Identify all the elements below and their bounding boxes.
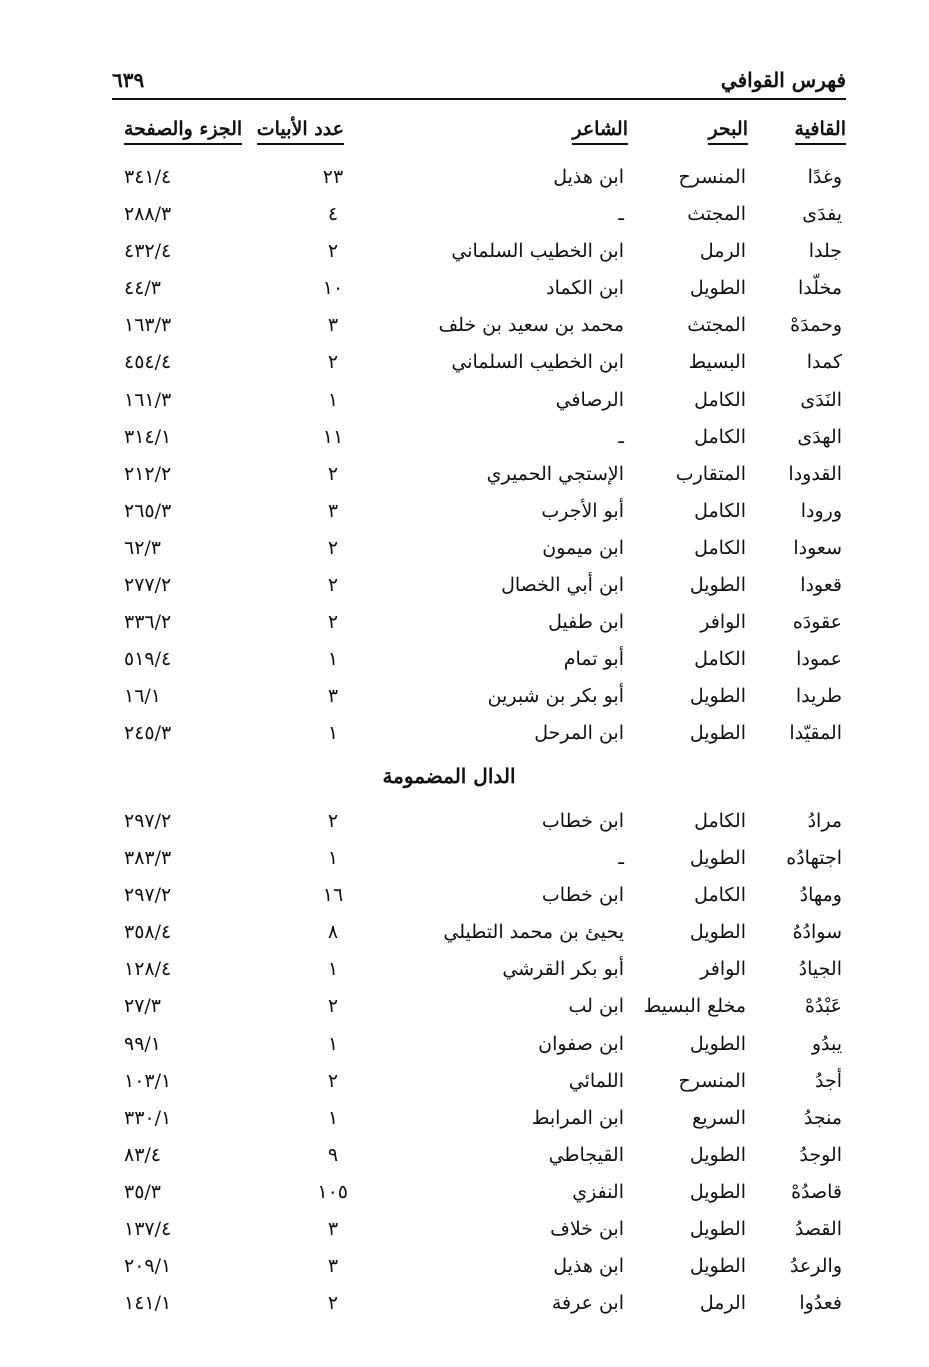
poet-cell: ابن الخطيب السلماني [451,351,624,374]
volume-page-cell: ٣٥٨/٤ [124,921,172,944]
column-header-volume-page: الجزء والصفحة [124,118,242,145]
table-row [112,1288,846,1325]
volume-page-cell: ٢٤٥/٣ [124,722,172,745]
bahr-cell: السريع [692,1106,746,1129]
qafiya-cell: قعودا [800,574,842,597]
table-row [112,1066,846,1103]
volume-page-cell: ٢٩٧/٢ [124,884,172,907]
bahr-cell: الرمل [699,1292,746,1315]
bahr-cell: الوافر [700,611,746,634]
volume-page-cell: ٢٩٧/٢ [124,810,172,832]
qafiya-cell: وغدًا [807,166,842,188]
qafiya-cell: مخلّدا [798,277,842,300]
poet-cell: أبو تمام [563,648,624,671]
poet-cell: ابن هذيل [553,1255,624,1278]
qafiya-cell: عقودَه [792,611,842,634]
bahr-cell: الطويل [689,277,746,300]
table-row [112,917,846,954]
verse-count-cell: ٢ [327,462,339,485]
volume-page-cell: ٣٨٣/٣ [124,847,172,870]
bahr-cell: الكامل [694,425,746,448]
qafiya-cell: والرعدُ [789,1255,842,1278]
bahr-cell: الطويل [689,1032,746,1055]
bahr-cell: البسيط [688,351,746,374]
qafiya-cell: يفدَى [802,203,842,226]
table-row [112,1029,846,1066]
qafiya-cell: القدودا [788,462,842,485]
poet-cell: النفزي [572,1180,624,1203]
volume-page-cell: ٣٣٠/١ [124,1106,172,1129]
poet-cell: ابن المرحل [534,722,624,745]
qafiya-cell: ورودا [800,499,842,522]
poet-cell: ابن ميمون [542,536,624,559]
verse-count-cell: ١ [327,722,339,745]
volume-page-cell: ٨٣/٤ [124,1143,162,1166]
table-row [112,459,846,496]
table-row [112,273,846,310]
running-title: فهرس القوافي [720,68,846,92]
poet-cell: اللمائي [568,1069,624,1092]
qafiya-cell: أجدُ [815,1069,842,1092]
poet-cell: أبو بكر بن شبرين [487,685,624,708]
qafiya-cell: يبدُو [811,1032,842,1055]
qafiya-cell: جلدا [808,240,842,263]
table-row [112,607,846,644]
volume-page-cell: ١٦١/٣ [124,388,172,411]
qafiya-cell: مرادُ [807,810,842,832]
table-row [112,1103,846,1140]
verse-count-cell: ٢ [327,810,339,832]
table-row [112,347,846,384]
table-row [112,236,846,273]
qafiya-cell: النَدَى [800,388,842,411]
poet-cell: ابن عرفة [551,1292,624,1315]
verse-count-cell: ٣ [327,499,339,522]
table-row [112,1251,846,1288]
verse-count-cell: ١ [327,648,339,671]
verse-count-cell: ١٠ [322,277,344,300]
bahr-cell: المتقارب [675,462,746,485]
qafiya-cell: سعودا [793,536,842,559]
table-row [112,718,846,755]
verse-count-cell: ٢ [327,1292,339,1315]
qafiya-cell: وحمدَهْ [790,314,842,337]
verse-count-cell: ١ [327,1032,339,1055]
table-row [112,880,846,917]
qafiya-cell: القصدُ [794,1218,842,1241]
volume-page-cell: ٤٣٢/٤ [124,240,172,263]
poet-cell: ابن صفوان [538,1032,624,1055]
bahr-cell: الطويل [689,1180,746,1203]
table-row [112,310,846,347]
column-header-qafiya: القافية [795,118,846,145]
column-header-verse-count: عدد الأبيات [257,118,344,145]
poet-cell: محمد بن سعيد بن خلف [438,314,624,337]
table-row [112,681,846,718]
volume-page-cell: ١٦٣/٣ [124,314,172,337]
volume-page-cell: ١٣٧/٤ [124,1218,172,1241]
verse-count-cell: ٨ [327,921,339,944]
table-row [112,570,846,607]
volume-page-cell: ١٦/١ [124,685,162,708]
poet-cell: ابن أبي الخصال [501,574,624,597]
table-row [112,422,846,459]
verse-count-cell: ٣ [327,314,339,337]
table-row [112,644,846,681]
column-header-poet: الشاعر [572,118,628,145]
verse-count-cell: ١ [327,847,339,870]
qafiya-cell: سوادُهُ [792,921,842,944]
section-heading-text: الدال المضمومة [382,764,516,788]
poet-cell: ابن الكماد [546,277,624,300]
poet-cell: ـ [618,203,624,226]
qafiya-cell: اجتهادُه [786,847,842,870]
qafiya-cell: الهدَى [797,425,842,448]
bahr-cell: الكامل [694,648,746,671]
poet-cell: القيجاطي [548,1143,624,1166]
volume-page-cell: ١٤١/١ [124,1292,172,1315]
volume-page-cell: ١٠٣/١ [124,1069,172,1092]
poet-cell: ابن الخطيب السلماني [451,240,624,263]
volume-page-cell: ٩٩/١ [124,1032,162,1055]
volume-page-cell: ١٢٨/٤ [124,958,172,981]
verse-count-cell: ٤ [327,203,339,226]
bahr-cell: الطويل [689,847,746,870]
qafiya-cell: الوجدُ [799,1143,842,1166]
qafiya-cell: طريدا [795,685,842,708]
qafiya-cell: الجيادُ [798,958,842,981]
bahr-cell: الكامل [694,536,746,559]
volume-page-cell: ٢٧/٣ [124,995,162,1018]
table-row [112,991,846,1028]
volume-page-cell: ٣٣٦/٢ [124,611,172,634]
verse-count-cell: ٢ [327,574,339,597]
verse-count-cell: ٢ [327,1069,339,1092]
qafiya-cell: ومهادُ [799,884,842,907]
poet-cell: ابن خطاب [541,884,624,907]
volume-page-cell: ٣٥/٣ [124,1180,162,1203]
verse-count-cell: ٩ [327,1143,339,1166]
qafiya-cell: عمودا [796,648,842,671]
qafiya-cell: المقيّدا [789,722,842,745]
verse-count-cell: ٢ [327,536,339,559]
bahr-cell: الطويل [689,1218,746,1241]
table-row [112,199,846,236]
page-number: ٦٣٩ [112,68,145,92]
verse-count-cell: ١ [327,388,339,411]
index-table-section-1 [112,162,846,756]
bahr-cell: الكامل [694,884,746,907]
poet-cell: أبو الأجرب [541,499,624,522]
qafiya-cell: منجدُ [803,1106,842,1129]
qafiya-cell: فعدُوا [799,1292,842,1315]
volume-page-cell: ٦٢/٣ [124,536,162,559]
bahr-cell: الكامل [694,499,746,522]
section-heading [112,764,846,798]
volume-page-cell: ٢١٢/٢ [124,462,172,485]
qafiya-cell: كمدا [806,351,842,374]
volume-page-cell: ٣٤١/٤ [124,166,172,188]
verse-count-cell: ٢٣ [322,166,344,188]
verse-count-cell: ١ [327,1106,339,1129]
table-row [112,385,846,422]
bahr-cell: مخلع البسيط [643,995,746,1018]
bahr-cell: الرمل [699,240,746,263]
bahr-cell: المنسرح [678,166,746,188]
poet-cell: أبو بكر القرشي [502,958,624,981]
verse-count-cell: ٢ [327,995,339,1018]
verse-count-cell: ١ [327,958,339,981]
verse-count-cell: ٢ [327,240,339,263]
volume-page-cell: ٢٨٨/٣ [124,203,172,226]
column-headers [112,118,846,154]
volume-page-cell: ٤٥٤/٤ [124,351,172,374]
poet-cell: ـ [618,847,624,870]
poet-cell: ابن المرابط [531,1106,624,1129]
table-row [112,496,846,533]
bahr-cell: المجتث [687,314,746,337]
bahr-cell: الطويل [689,685,746,708]
table-row [112,806,846,843]
volume-page-cell: ٤٤/٣ [124,277,162,300]
column-header-bahr: البحر [708,118,748,145]
poet-cell: ابن هذيل [553,166,624,188]
table-row [112,162,846,199]
volume-page-cell: ٥١٩/٤ [124,648,172,671]
table-row [112,1177,846,1214]
table-row [112,954,846,991]
poet-cell: الإستجي الحميري [486,462,624,485]
bahr-cell: الطويل [689,574,746,597]
volume-page-cell: ٢٧٧/٢ [124,574,172,597]
poet-cell: ابن خلاف [550,1218,624,1241]
bahr-cell: الكامل [694,810,746,832]
verse-count-cell: ٣ [327,1255,339,1278]
poet-cell: ابن خطاب [541,810,624,832]
table-row [112,1140,846,1177]
verse-count-cell: ٣ [327,685,339,708]
qafiya-cell: عَبْدُهْ [805,995,842,1018]
bahr-cell: المجتث [687,203,746,226]
verse-count-cell: ١١ [322,425,344,448]
volume-page-cell: ٢٦٥/٣ [124,499,172,522]
bahr-cell: الطويل [689,722,746,745]
bahr-cell: الطويل [689,1143,746,1166]
bahr-cell: الكامل [694,388,746,411]
verse-count-cell: ١٦ [322,884,344,907]
bahr-cell: الطويل [689,921,746,944]
verse-count-cell: ٢ [327,351,339,374]
table-row [112,843,846,880]
verse-count-cell: ١٠٥ [317,1180,348,1203]
volume-page-cell: ٢٠٩/١ [124,1255,172,1278]
bahr-cell: المنسرح [678,1069,746,1092]
verse-count-cell: ٣ [327,1218,339,1241]
index-table-section-2 [112,806,846,1325]
poet-cell: ابن طفيل [548,611,624,634]
table-row [112,1214,846,1251]
page-header [112,62,846,100]
poet-cell: ـ [618,425,624,448]
poet-cell: الرصافي [555,388,624,411]
table-row [112,533,846,570]
poet-cell: ابن لب [568,995,624,1018]
volume-page-cell: ٣١٤/١ [124,425,172,448]
bahr-cell: الوافر [700,958,746,981]
poet-cell: يحيئ بن محمد التطيلي [443,921,624,944]
qafiya-cell: قاصدُهْ [791,1180,842,1203]
bahr-cell: الطويل [689,1255,746,1278]
verse-count-cell: ٢ [327,611,339,634]
